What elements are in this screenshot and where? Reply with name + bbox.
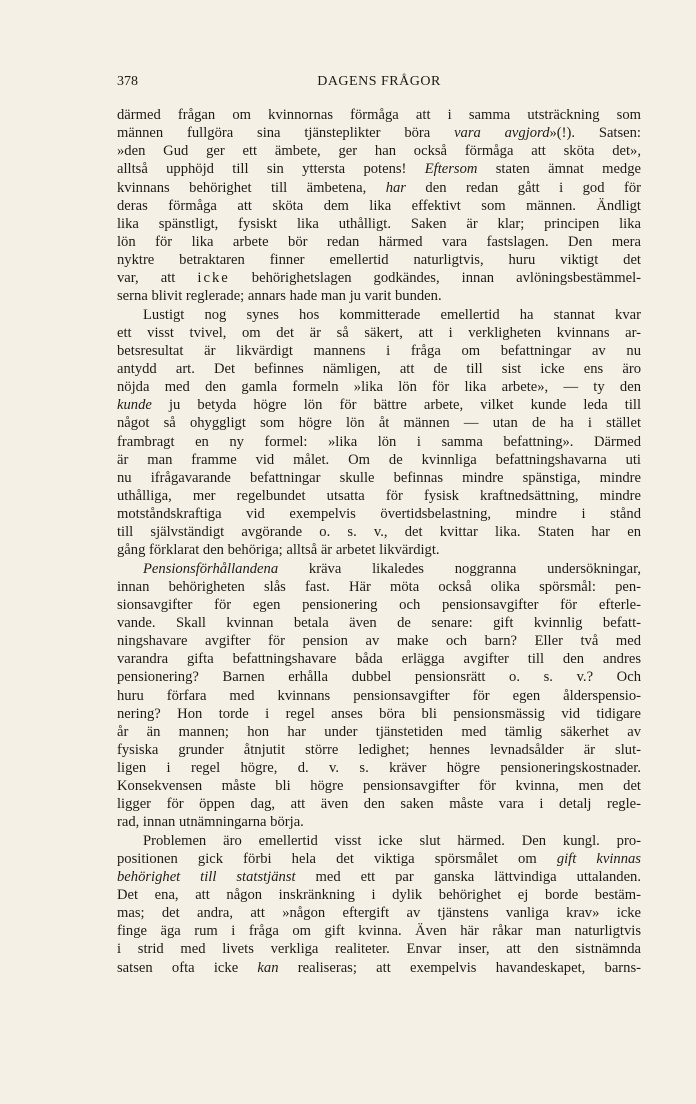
- text-line: [117, 251, 641, 269]
- text-segment: till självständigt avgörande o. s. v., det kvittar lika. Staten har en: [117, 524, 641, 541]
- text-line: [117, 904, 641, 922]
- text-segment: Lustigt nog synes hos kommitterade emellertid ha stannat kvar: [143, 306, 641, 323]
- text-line: [117, 759, 641, 777]
- italic-span: kan: [257, 959, 279, 976]
- text-segment: Problemen äro emellertid visst icke slut härmed. Den kungl. pro-: [143, 832, 641, 849]
- text-line: [117, 451, 641, 469]
- text-line: [117, 505, 641, 523]
- text-segment: serna blivit reglerade; annars hade man ju varit bunden.: [117, 288, 442, 305]
- text-line: [117, 142, 641, 160]
- text-segment: ett visst tvivel, om det är så säkert, att i verkligheten kvinnans ar-: [117, 324, 641, 341]
- page-number: 378: [117, 74, 138, 89]
- text-line: [117, 469, 641, 487]
- text-segment: staten ämnat medge: [477, 161, 641, 178]
- text-line: [117, 741, 641, 759]
- italic-span: kunde: [117, 397, 152, 414]
- text-segment: satsen ofta icke: [117, 959, 258, 976]
- text-segment: är man framme vid målet. Om de kvinnliga befattningshavarna uti: [117, 451, 641, 468]
- italic-span: behörighet till statstjänst: [117, 868, 296, 885]
- text-line: [117, 233, 641, 251]
- text-line: [117, 378, 641, 396]
- text-line: [117, 832, 641, 850]
- text-segment: lika spänstligt, fysiskt lika uthålligt. Saken är klar; principen lika: [117, 215, 641, 232]
- text-segment: »den Gud ger ett ämbete, ger han också förmåga att sköta det»,: [117, 143, 641, 160]
- text-line: [117, 179, 641, 197]
- text-line: [117, 360, 641, 378]
- text-line: [117, 324, 641, 342]
- spaced-emphasis: icke: [197, 270, 230, 287]
- text-line: [117, 723, 641, 741]
- text-line: [117, 215, 641, 233]
- text-segment: innan behörigheten slås fast. Här möta också olika spörsmål: pen-: [117, 578, 641, 595]
- text-segment: därmed frågan om kvinnornas förmåga att i samma utsträckning som: [117, 107, 641, 123]
- text-line: [117, 578, 641, 596]
- text-segment: år än mannen; hon har under tjänstetiden med tämlig säkerhet av: [117, 723, 641, 740]
- text-segment: männen fullgöra sina tjänsteplikter böra: [117, 125, 455, 142]
- text-segment: ligen i regel högre, d. v. s. kräver högre pensioneringskostnader.: [117, 760, 641, 777]
- text-segment: Det ena, att någon inskränkning i dylik behörighet ej borde bestäm-: [117, 887, 641, 904]
- text-segment: något så ohyggligt som högre lön åt männen — utan de ha i stället: [117, 415, 641, 432]
- text-line: [117, 632, 641, 650]
- text-line: [117, 614, 641, 632]
- text-segment: rad, innan utnämningarna börja.: [117, 814, 304, 831]
- text-line: [117, 306, 641, 324]
- text-line: [117, 487, 641, 505]
- text-segment: betsresultat är likvärdigt mannens i fråga om befattningar av nu: [117, 342, 641, 359]
- text-line: [117, 886, 641, 904]
- text-segment: realiseras; att exempelvis havandeskapet, barns-: [278, 959, 641, 976]
- text-segment: vande. Skall kvinnan betala även de senare: gift kvinnlig befatt-: [117, 614, 641, 631]
- text-line: [117, 705, 641, 723]
- text-segment: antydd art. Det befinnes nämligen, att de till sist icke ens äro: [117, 360, 641, 377]
- text-segment: varandra gifta befattningshavare båda erlägga avgifter till den andres: [117, 651, 641, 668]
- text-segment: lön för lika arbete bör redan härmed vara fastslagen. Den mera: [117, 233, 641, 250]
- text-segment: ligger för öppen dag, att även den saken måste vara i detalj regle-: [117, 796, 641, 813]
- text-segment: frambragt en ny formel: »lika lön i samma befattning». Därmed: [117, 433, 641, 450]
- text-line: [117, 124, 641, 142]
- text-segment: nöjda med den gamla formeln »lika lön för lika arbete», — ty den: [117, 379, 641, 396]
- text-segment: nyktre betraktaren finner emellertid naturligtvis, huru viktigt det: [117, 252, 641, 269]
- italic-span: Pensionsförhållandena: [143, 560, 279, 577]
- text-segment: Konsekvensen måste bli högre pensionsavgifter för kvinna, men det: [117, 778, 641, 795]
- text-line: [117, 813, 641, 831]
- text-line: [117, 795, 641, 813]
- text-segment: mas; det andra, att »någon eftergift av tjänstens vanliga krav» icke: [117, 905, 641, 922]
- text-line: [117, 668, 641, 686]
- text-line: [117, 269, 641, 287]
- text-segment: motståndskraftiga vid exempelvis övertidsbelastning, mindre i stånd: [117, 506, 641, 523]
- running-head: DAGENS FRÅGOR: [317, 74, 441, 89]
- text-segment: »(!). Satsen:: [549, 125, 641, 142]
- italic-span: gift kvinnas: [556, 850, 641, 867]
- text-segment: var, att: [117, 270, 198, 287]
- text-line: [117, 596, 641, 614]
- body-text: [117, 106, 641, 977]
- text-segment: finge äga rum i fråga om gift kvinna. Även här råkar man naturligtvis: [117, 923, 641, 940]
- text-segment: gång förklarat den behöriga; alltså är arbetet likvärdigt.: [117, 542, 440, 559]
- text-line: [117, 106, 641, 124]
- text-line: [117, 396, 641, 414]
- text-segment: sionsavgifter för egen pensionering och pensionsavgifter för efterle-: [117, 596, 641, 613]
- text-line: [117, 160, 641, 178]
- text-segment: nering? Hon torde i regel anses böra bli pensionsmässig vid tidigare: [117, 705, 641, 722]
- page-header: [117, 74, 641, 94]
- italic-span: Eftersom: [424, 161, 478, 178]
- text-segment: kräva likaledes noggranna undersökningar,: [278, 560, 641, 577]
- text-segment: den redan gått i god för: [405, 179, 641, 196]
- text-segment: deras förmåga att sköta dem lika effektivt som männen. Ändligt: [117, 197, 641, 214]
- text-segment: nu ifrågavarande befattningar skulle befinnas mindre spänstiga, mindre: [117, 469, 641, 486]
- text-segment: positionen gick förbi hela det viktiga spörsmålet om: [117, 850, 557, 867]
- text-segment: huru förfara med kvinnans pensionsavgifter för egen ålderspensio-: [117, 687, 641, 704]
- text-line: [117, 287, 641, 305]
- text-segment: fysiska grunder åtnjutit större ledighet; hennes levnadsålder är slut-: [117, 741, 641, 758]
- text-segment: kvinnans behörighet till ämbetena,: [117, 179, 386, 196]
- text-line: [117, 342, 641, 360]
- text-line: [117, 959, 641, 977]
- text-segment: ju betyda högre lön för bättre arbete, vilket kunde leda till: [151, 397, 641, 414]
- text-segment: ningshavare avgifter för pension av make och barn? Eller två med: [117, 633, 641, 650]
- text-line: [117, 414, 641, 432]
- text-line: [117, 523, 641, 541]
- text-line: [117, 560, 641, 578]
- text-segment: i strid med livets verkliga realiteter. Envar inser, att den sistnämnda: [117, 941, 641, 958]
- text-line: [117, 868, 641, 886]
- text-segment: med ett par ganska lättvindiga uttalanden.: [295, 868, 641, 885]
- italic-span: har: [385, 179, 406, 196]
- text-segment: uthålliga, mer regelbundet utsatta för fysisk kraftnedsättning, mindre: [117, 487, 641, 504]
- text-line: [117, 650, 641, 668]
- text-line: [117, 922, 641, 940]
- text-line: [117, 433, 641, 451]
- text-line: [117, 850, 641, 868]
- italic-span: vara avgjord: [454, 125, 550, 142]
- text-line: [117, 777, 641, 795]
- text-segment: pensionering? Barnen erhålla dubbel pensionsrätt o. s. v.? Och: [117, 669, 641, 686]
- text-segment: behörighetslagen godkändes, innan avlöningsbestämmel-: [229, 270, 641, 287]
- text-line: [117, 541, 641, 559]
- text-line: [117, 940, 641, 958]
- text-segment: alltså upphöjd till sin yttersta potens!: [117, 161, 425, 178]
- text-line: [117, 197, 641, 215]
- text-line: [117, 687, 641, 705]
